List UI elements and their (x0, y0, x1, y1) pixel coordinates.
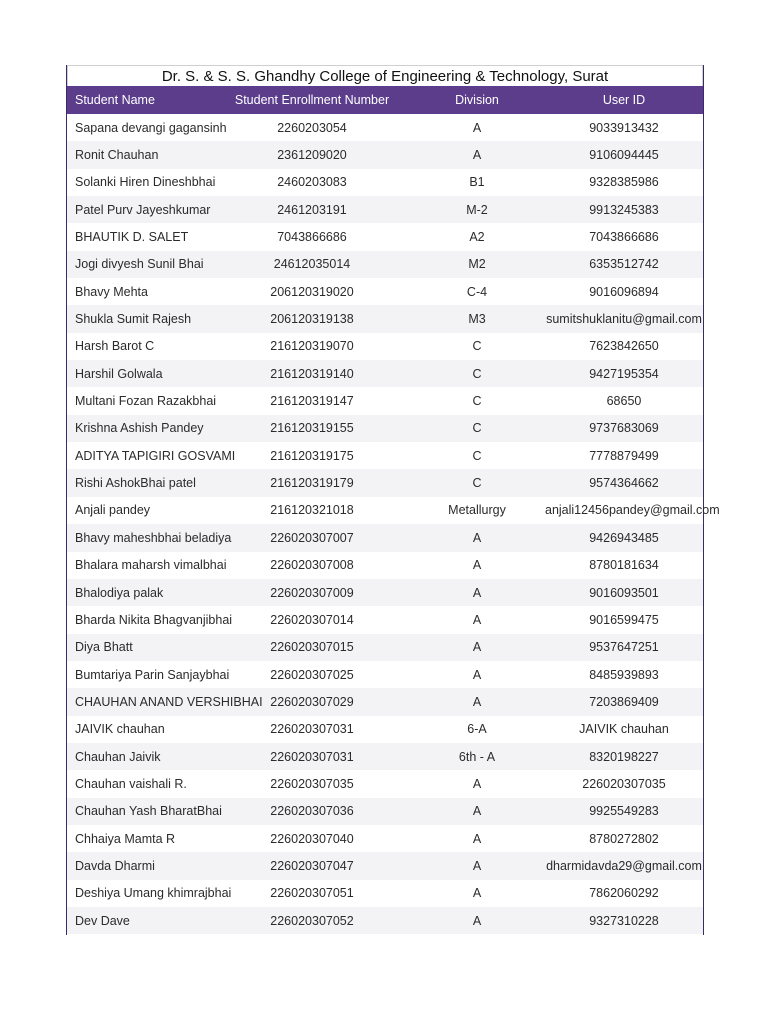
cell-division: M2 (468, 257, 486, 272)
cell-user-id: 7203869409 (589, 694, 659, 709)
cell-user-id: 9737683069 (589, 421, 659, 436)
table-row (67, 469, 703, 496)
table-row (67, 661, 703, 688)
cell-enrollment-number: 226020307025 (270, 667, 354, 682)
table-row (67, 880, 703, 907)
cell-user-id: 7623842650 (589, 339, 659, 354)
table-row (67, 141, 703, 168)
cell-student-name: Bhalodiya palak (75, 585, 164, 600)
cell-enrollment-number: 216120319179 (270, 476, 354, 491)
cell-user-id: 6353512742 (589, 257, 659, 272)
cell-user-id: JAIVIK chauhan (579, 722, 669, 737)
table-row (67, 387, 703, 414)
table-row (67, 223, 703, 250)
cell-division: C (472, 366, 482, 381)
cell-enrollment-number: 2460203083 (277, 175, 347, 190)
cell-student-name: Ronit Chauhan (75, 148, 159, 163)
table-row (67, 579, 703, 606)
table-row (67, 333, 703, 360)
cell-division: A (472, 694, 482, 709)
header-student-name: Student Name (75, 93, 155, 107)
cell-user-id: 9537647251 (589, 640, 659, 655)
cell-enrollment-number: 216120319147 (270, 394, 354, 409)
cell-division: A2 (469, 230, 485, 245)
table-row (67, 278, 703, 305)
cell-division: C (472, 448, 482, 463)
cell-division: C (472, 421, 482, 436)
table-row (67, 688, 703, 715)
table-row (67, 716, 703, 743)
table-row (67, 305, 703, 332)
cell-enrollment-number: 226020307052 (270, 913, 354, 928)
table-row (67, 251, 703, 278)
table-row (67, 852, 703, 879)
cell-student-name: Bhalara maharsh vimalbhai (75, 558, 227, 573)
cell-user-id: 9016093501 (589, 585, 659, 600)
cell-division: A (472, 120, 482, 135)
cell-enrollment-number: 226020307014 (270, 612, 354, 627)
cell-user-id: 9106094445 (589, 148, 659, 163)
cell-student-name: Harshil Golwala (75, 366, 163, 381)
cell-enrollment-number: 216120319070 (270, 339, 354, 354)
cell-student-name: Anjali pandey (75, 503, 151, 518)
table-row (67, 907, 703, 934)
cell-student-name: JAIVIK chauhan (75, 722, 165, 737)
cell-student-name: Sapana devangi gagansinh (75, 120, 227, 135)
cell-student-name: Jogi divyesh Sunil Bhai (75, 257, 204, 272)
table-row (67, 524, 703, 551)
cell-division: 6th - A (458, 749, 496, 764)
cell-user-id: anjali12456pandey@gmail.com (545, 503, 720, 518)
cell-user-id: 8780181634 (589, 558, 659, 573)
table-row (67, 497, 703, 524)
cell-enrollment-number: 226020307029 (270, 694, 354, 709)
cell-division: A (472, 776, 482, 791)
cell-division: A (472, 530, 482, 545)
cell-division: B1 (469, 175, 485, 190)
cell-user-id: 9016096894 (589, 284, 659, 299)
cell-user-id: 7778879499 (589, 448, 659, 463)
cell-user-id: 8320198227 (589, 749, 659, 764)
table-row (67, 415, 703, 442)
cell-enrollment-number: 7043866686 (277, 230, 347, 245)
cell-student-name: Chauhan vaishali R. (75, 776, 187, 791)
header-row (67, 86, 703, 114)
cell-enrollment-number: 206120319138 (270, 312, 354, 327)
student-table (67, 86, 720, 934)
cell-user-id: 9033913432 (589, 120, 659, 135)
cell-user-id: dharmidavda29@gmail.com (546, 858, 702, 873)
cell-enrollment-number: 226020307040 (270, 831, 354, 846)
cell-user-id: 9925549283 (589, 804, 659, 819)
cell-student-name: BHAUTIK D. SALET (75, 230, 189, 245)
cell-student-name: Chauhan Jaivik (75, 749, 161, 764)
cell-division: A (472, 886, 482, 901)
header-user-id: User ID (602, 93, 646, 107)
cell-enrollment-number: 226020307036 (270, 804, 354, 819)
cell-division: A (472, 831, 482, 846)
cell-student-name: Rishi AshokBhai patel (75, 476, 196, 491)
cell-user-id: 9427195354 (589, 366, 659, 381)
cell-enrollment-number: 24612035014 (273, 257, 351, 272)
cell-enrollment-number: 226020307051 (270, 886, 354, 901)
cell-student-name: Chauhan Yash BharatBhai (75, 804, 222, 819)
cell-enrollment-number: 206120319020 (270, 284, 354, 299)
cell-student-name: Bharda Nikita Bhagvanjibhai (75, 612, 233, 627)
header-enrollment-number: Student Enrollment Number (234, 93, 390, 107)
cell-user-id: 226020307035 (582, 776, 666, 791)
table-body (67, 114, 720, 934)
college-title: Dr. S. & S. S. Ghandhy College of Engineering & Technology, Surat (67, 65, 703, 86)
table-row (67, 114, 703, 141)
cell-division: M3 (468, 312, 486, 327)
cell-user-id: 8780272802 (589, 831, 659, 846)
cell-division: A (472, 558, 482, 573)
cell-enrollment-number: 216120321018 (270, 503, 354, 518)
cell-student-name: Bumtariya Parin Sanjaybhai (75, 667, 230, 682)
cell-student-name: ADITYA TAPIGIRI GOSVAMI (75, 448, 236, 463)
cell-division: A (472, 804, 482, 819)
table-header (67, 86, 703, 114)
cell-student-name: CHAUHAN ANAND VERSHIBHAI (75, 694, 263, 709)
cell-user-id: sumitshuklanitu@gmail.com (546, 312, 702, 327)
table-row (67, 770, 703, 797)
table-row (67, 798, 703, 825)
cell-student-name: Multani Fozan Razakbhai (75, 394, 217, 409)
header-division: Division (455, 93, 499, 107)
cell-division: A (472, 148, 482, 163)
cell-user-id: 9913245383 (589, 202, 659, 217)
table-row (67, 196, 703, 223)
cell-enrollment-number: 2361209020 (277, 148, 347, 163)
cell-division: A (472, 858, 482, 873)
table-row (67, 634, 703, 661)
cell-enrollment-number: 216120319175 (270, 448, 354, 463)
cell-user-id: 9328385986 (589, 175, 659, 190)
student-sheet (66, 65, 720, 935)
cell-student-name: Diya Bhatt (75, 640, 133, 655)
table-row (67, 552, 703, 579)
cell-division: A (472, 585, 482, 600)
table-row (67, 825, 703, 852)
cell-student-name: Patel Purv Jayeshkumar (75, 202, 211, 217)
cell-division: A (472, 913, 482, 928)
cell-enrollment-number: 2260203054 (277, 120, 347, 135)
cell-student-name: Davda Dharmi (75, 858, 155, 873)
cell-user-id: 68650 (606, 394, 642, 409)
cell-user-id: 8485939893 (589, 667, 659, 682)
cell-student-name: Deshiya Umang khimrajbhai (75, 886, 232, 901)
cell-enrollment-number: 226020307007 (270, 530, 354, 545)
cell-student-name: Bhavy Mehta (75, 284, 148, 299)
cell-enrollment-number: 226020307008 (270, 558, 354, 573)
cell-enrollment-number: 216120319140 (270, 366, 354, 381)
table-row (67, 442, 703, 469)
cell-enrollment-number: 226020307009 (270, 585, 354, 600)
cell-division: M-2 (466, 202, 488, 217)
cell-enrollment-number: 2461203191 (277, 202, 347, 217)
cell-student-name: Krishna Ashish Pandey (75, 421, 204, 436)
cell-enrollment-number: 226020307047 (270, 858, 354, 873)
cell-division: A (472, 640, 482, 655)
table-row (67, 606, 703, 633)
cell-division: C (472, 394, 482, 409)
cell-division: A (472, 612, 482, 627)
table-row (67, 169, 703, 196)
table-row (67, 743, 703, 770)
cell-enrollment-number: 226020307031 (270, 749, 354, 764)
table-row (67, 360, 703, 387)
cell-student-name: Dev Dave (75, 913, 130, 928)
cell-enrollment-number: 226020307015 (270, 640, 354, 655)
cell-student-name: Harsh Barot C (75, 339, 155, 354)
cell-division: C (472, 476, 482, 491)
cell-student-name: Shukla Sumit Rajesh (75, 312, 192, 327)
cell-division: C (472, 339, 482, 354)
cell-division: 6-A (467, 722, 487, 737)
cell-division: A (472, 667, 482, 682)
cell-division: Metallurgy (448, 503, 506, 518)
cell-user-id: 7043866686 (589, 230, 659, 245)
cell-user-id: 9016599475 (589, 612, 659, 627)
cell-student-name: Bhavy maheshbhai beladiya (75, 530, 232, 545)
cell-user-id: 9574364662 (589, 476, 659, 491)
cell-user-id: 7862060292 (589, 886, 659, 901)
cell-enrollment-number: 216120319155 (270, 421, 354, 436)
cell-division: C-4 (466, 284, 488, 299)
cell-user-id: 9327310228 (589, 913, 659, 928)
cell-student-name: Chhaiya Mamta R (75, 831, 176, 846)
cell-enrollment-number: 226020307031 (270, 722, 354, 737)
cell-user-id: 9426943485 (589, 530, 659, 545)
cell-enrollment-number: 226020307035 (270, 776, 354, 791)
cell-student-name: Solanki Hiren Dineshbhai (75, 175, 216, 190)
